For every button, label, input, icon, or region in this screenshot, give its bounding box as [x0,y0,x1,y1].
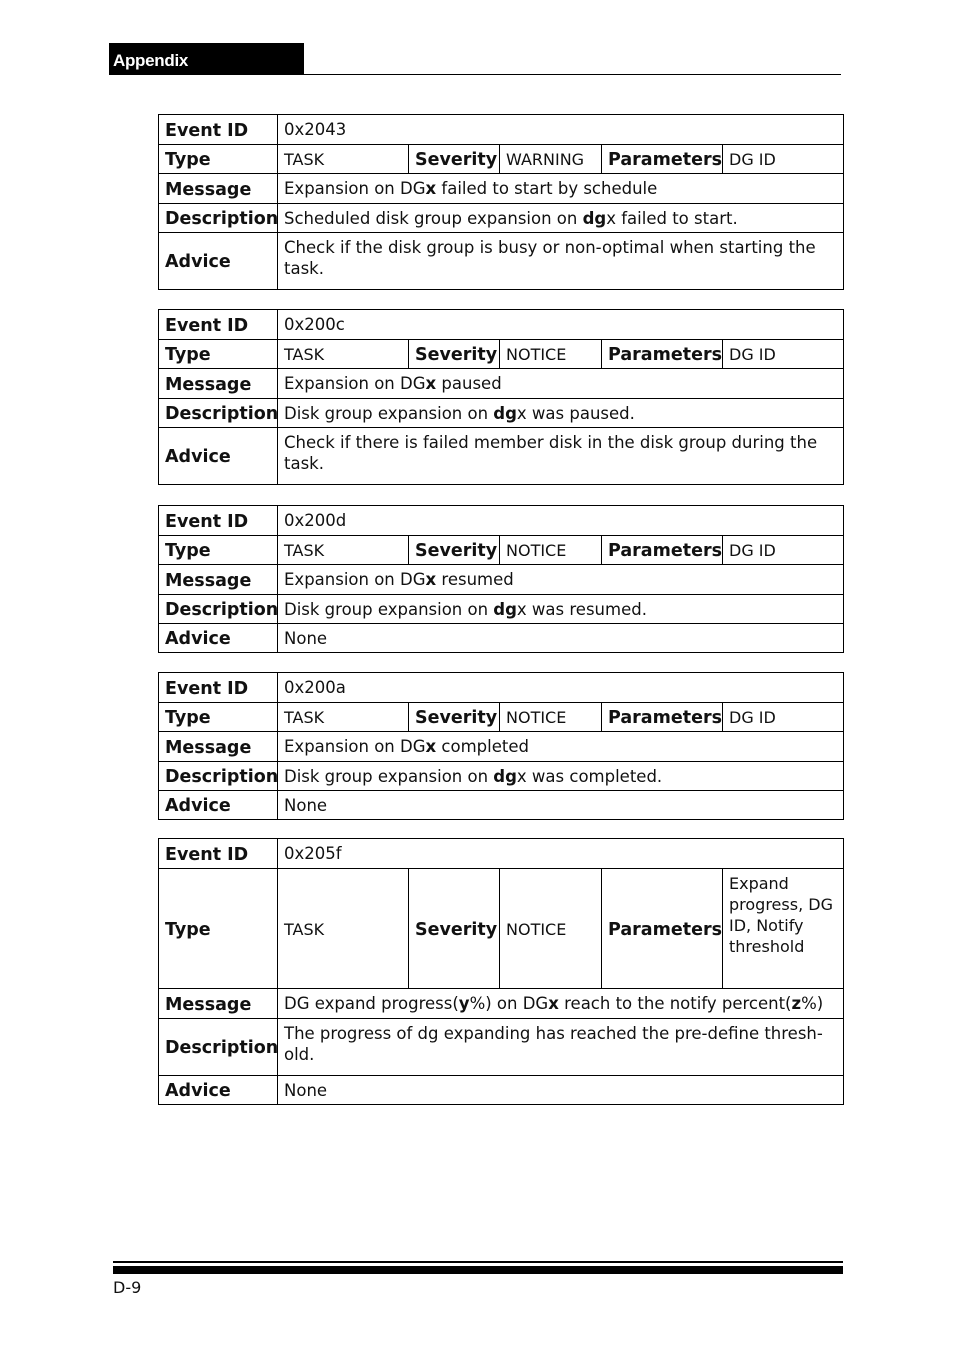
severity-label: Severity [409,340,500,369]
footer-rule-thick [113,1266,843,1274]
parameters-label: Parameters [602,145,723,174]
type-value: TASK [278,703,409,732]
type-label: Type [159,145,278,174]
message-value: Expansion on DGx failed to start by schedule [278,174,844,204]
type-label: Type [159,536,278,565]
type-value: TASK [278,145,409,174]
event-id-value: 0x200d [278,506,844,536]
event-table-0x200d [158,505,844,653]
parameters-label: Parameters [602,340,723,369]
parameters-value: DG ID [723,703,844,732]
event-table-0x200c [158,309,844,485]
severity-label: Severity [409,536,500,565]
description-label: Description [159,1019,278,1076]
type-value: TASK [278,340,409,369]
message-value: Expansion on DGx resumed [278,565,844,595]
advice-value: Check if there is failed member disk in the disk group during the task. [278,428,844,485]
severity-value: WARNING [500,145,602,174]
event-id-value: 0x200a [278,673,844,703]
description-label: Description [159,204,278,233]
advice-value: None [278,624,844,653]
type-label: Type [159,703,278,732]
description-value: Disk group expansion on dgx was completed. [278,762,844,791]
message-label: Message [159,369,278,399]
advice-label: Advice [159,624,278,653]
advice-label: Advice [159,791,278,820]
advice-value: None [278,1076,844,1105]
parameters-value: DG ID [723,536,844,565]
message-label: Message [159,989,278,1019]
message-label: Message [159,565,278,595]
advice-value: None [278,791,844,820]
description-value: The progress of dg expanding has reached the pre-define thresh-old. [278,1019,844,1076]
event-id-label: Event ID [159,839,278,869]
severity-label: Severity [409,145,500,174]
advice-value: Check if the disk group is busy or non-optimal when starting the task. [278,233,844,290]
severity-value: NOTICE [500,536,602,565]
parameters-label: Parameters [602,703,723,732]
description-label: Description [159,762,278,791]
event-id-value: 0x200c [278,310,844,340]
advice-label: Advice [159,428,278,485]
parameters-value: DG ID [723,145,844,174]
footer-rule-thin [113,1261,843,1263]
severity-value: NOTICE [500,703,602,732]
advice-label: Advice [159,233,278,290]
description-value: Scheduled disk group expansion on dgx failed to start. [278,204,844,233]
description-label: Description [159,595,278,624]
type-label: Type [159,340,278,369]
type-label: Type [159,869,278,989]
event-table-0x200a [158,672,844,820]
event-id-label: Event ID [159,310,278,340]
parameters-label: Parameters [602,869,723,989]
advice-label: Advice [159,1076,278,1105]
parameters-label: Parameters [602,536,723,565]
description-label: Description [159,399,278,428]
message-value: DG expand progress(y%) on DGx reach to the notify percent(z%) [278,989,844,1019]
event-id-value: 0x2043 [278,115,844,145]
header-rule [304,74,841,75]
parameters-value: Expand progress, DG ID, Notify threshold [723,869,844,989]
message-value: Expansion on DGx completed [278,732,844,762]
event-id-label: Event ID [159,673,278,703]
event-table-0x205f [158,838,844,1105]
parameters-value: DG ID [723,340,844,369]
type-value: TASK [278,536,409,565]
message-label: Message [159,732,278,762]
message-label: Message [159,174,278,204]
section-header-tab [109,43,304,75]
description-value: Disk group expansion on dgx was paused. [278,399,844,428]
type-value: TASK [278,869,409,989]
event-id-label: Event ID [159,506,278,536]
severity-value: NOTICE [500,340,602,369]
severity-label: Severity [409,703,500,732]
page-number: D-9 [113,1278,142,1297]
severity-label: Severity [409,869,500,989]
section-title: Appendix [113,51,189,70]
description-value: Disk group expansion on dgx was resumed. [278,595,844,624]
event-id-value: 0x205f [278,839,844,869]
event-id-label: Event ID [159,115,278,145]
severity-value: NOTICE [500,869,602,989]
message-value: Expansion on DGx paused [278,369,844,399]
event-table-0x2043 [158,114,844,290]
